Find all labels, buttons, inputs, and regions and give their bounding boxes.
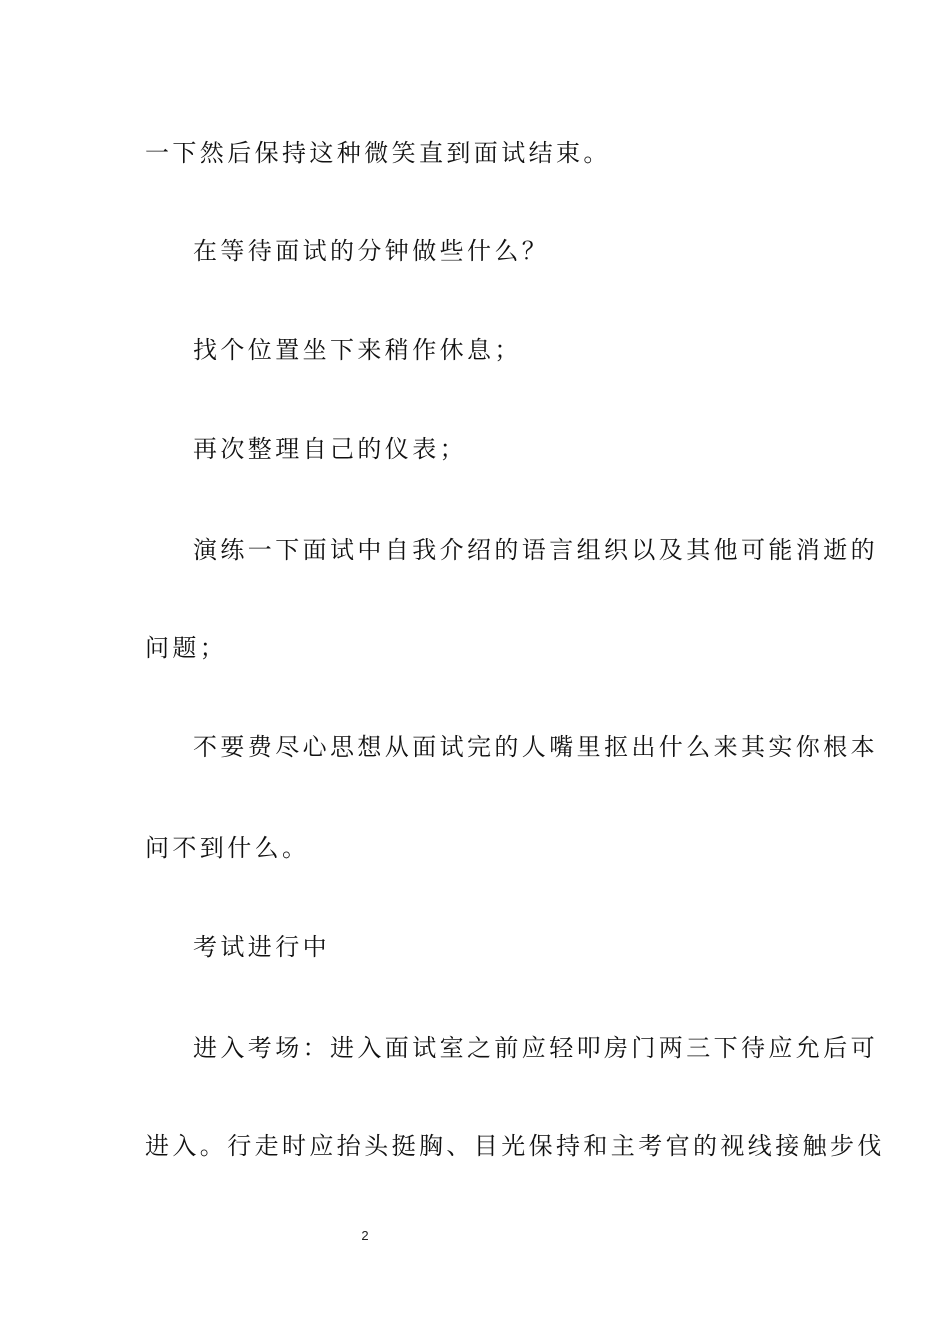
text-line: 演练一下面试中自我介绍的语言组织以及其他可能消逝的 xyxy=(193,536,878,564)
text-line: 进入考场：进入面试室之前应轻叩房门两三下待应允后可 xyxy=(193,1034,878,1062)
text-line: 在等待面试的分钟做些什么？ xyxy=(193,237,550,265)
text-line: 一下然后保持这种微笑直到面试结束。 xyxy=(145,139,611,167)
section-heading: 考试进行中 xyxy=(193,933,330,961)
page-number: 2 xyxy=(361,1228,369,1243)
text-line: 不要费尽心思想从面试完的人嘴里抠出什么来其实你根本 xyxy=(193,733,878,761)
text-line: 问不到什么。 xyxy=(145,834,310,862)
text-line: 问题； xyxy=(145,634,228,662)
text-line: 找个位置坐下来稍作休息； xyxy=(193,336,522,364)
text-line: 进入。行走时应抬头挺胸、目光保持和主考官的视线接触步伐 xyxy=(145,1132,885,1160)
text-line: 再次整理自己的仪表； xyxy=(193,435,467,463)
